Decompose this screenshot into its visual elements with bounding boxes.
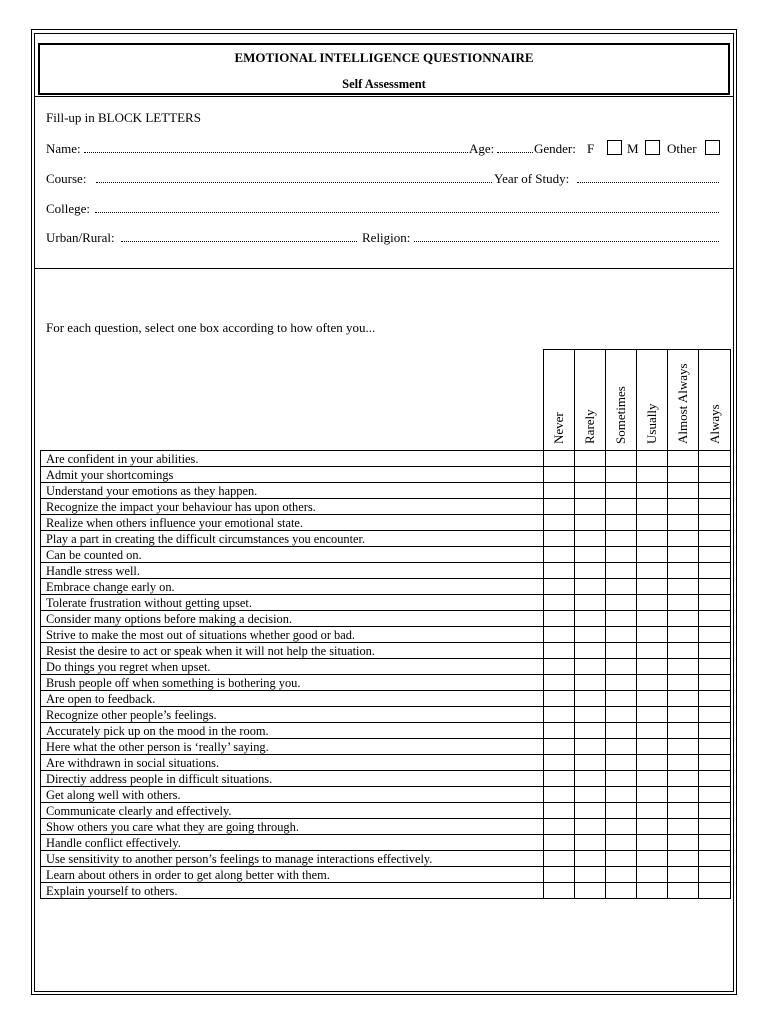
answer-box-usually[interactable] xyxy=(637,851,668,867)
question-text: Consider many options before making a decision. xyxy=(41,611,544,627)
answer-box-rarely[interactable] xyxy=(575,819,606,835)
question-row xyxy=(41,723,731,739)
question-row xyxy=(41,675,731,691)
answer-box-almost-always[interactable] xyxy=(668,675,699,691)
question-text: Brush people off when something is bothering you. xyxy=(41,675,544,691)
answer-box-never[interactable] xyxy=(544,643,575,659)
year-of-study-label: Year of Study: xyxy=(494,171,570,186)
question-row xyxy=(41,803,731,819)
answer-box-rarely[interactable] xyxy=(575,755,606,771)
answer-box-rarely[interactable] xyxy=(575,499,606,515)
question-row xyxy=(41,627,731,643)
answer-box-never[interactable] xyxy=(544,483,575,499)
answer-box-never[interactable] xyxy=(544,579,575,595)
answer-box-never[interactable] xyxy=(544,755,575,771)
answer-box-always[interactable] xyxy=(699,547,731,563)
answer-box-never[interactable] xyxy=(544,851,575,867)
answer-box-rarely[interactable] xyxy=(575,691,606,707)
section-divider-form xyxy=(35,268,733,269)
answer-box-almost-always[interactable] xyxy=(668,499,699,515)
scale-header-always xyxy=(699,350,731,451)
answer-box-almost-always[interactable] xyxy=(668,659,699,675)
answer-box-almost-always[interactable] xyxy=(668,771,699,787)
name-field[interactable] xyxy=(84,152,468,153)
answer-box-usually[interactable] xyxy=(637,563,668,579)
answer-box-always[interactable] xyxy=(699,563,731,579)
answer-box-almost-always[interactable] xyxy=(668,563,699,579)
answer-box-sometimes[interactable] xyxy=(606,451,637,467)
form-instruction: Fill-up in BLOCK LETTERS xyxy=(46,110,201,125)
page-title: EMOTIONAL INTELLIGENCE QUESTIONNAIRE xyxy=(234,50,534,65)
answer-box-sometimes[interactable] xyxy=(606,755,637,771)
scale-header-sometimes xyxy=(606,350,637,451)
answer-box-always[interactable] xyxy=(699,867,731,883)
question-row xyxy=(41,515,731,531)
answer-box-almost-always[interactable] xyxy=(668,467,699,483)
answer-box-sometimes[interactable] xyxy=(606,547,637,563)
year-of-study-field[interactable] xyxy=(577,182,719,183)
question-row xyxy=(41,563,731,579)
answer-box-sometimes[interactable] xyxy=(606,787,637,803)
answer-box-rarely[interactable] xyxy=(575,659,606,675)
answer-box-almost-always[interactable] xyxy=(668,547,699,563)
answer-box-rarely[interactable] xyxy=(575,611,606,627)
gender-option-f-label: F xyxy=(587,141,595,156)
answer-box-almost-always[interactable] xyxy=(668,483,699,499)
answer-box-usually[interactable] xyxy=(637,771,668,787)
answer-box-rarely[interactable] xyxy=(575,643,606,659)
question-row xyxy=(41,867,731,883)
answer-box-usually[interactable] xyxy=(637,755,668,771)
answer-box-almost-always[interactable] xyxy=(668,627,699,643)
answer-box-usually[interactable] xyxy=(637,451,668,467)
question-text: Get along well with others. xyxy=(41,787,544,803)
answer-box-never[interactable] xyxy=(544,803,575,819)
gender-f-checkbox[interactable] xyxy=(607,140,622,155)
answer-box-always[interactable] xyxy=(699,835,731,851)
answer-box-rarely[interactable] xyxy=(575,515,606,531)
question-row xyxy=(41,595,731,611)
answer-box-never[interactable] xyxy=(544,563,575,579)
answer-box-almost-always[interactable] xyxy=(668,835,699,851)
urban-rural-field[interactable] xyxy=(121,241,357,242)
answer-box-rarely[interactable] xyxy=(575,803,606,819)
answer-box-always[interactable] xyxy=(699,579,731,595)
answer-box-never[interactable] xyxy=(544,883,575,899)
gender-label: Gender: xyxy=(534,141,576,156)
question-text: Use sensitivity to another person’s feelings to manage interactions effectively. xyxy=(41,851,544,867)
answer-box-usually[interactable] xyxy=(637,835,668,851)
answer-box-always[interactable] xyxy=(699,787,731,803)
question-text: Are withdrawn in social situations. xyxy=(41,755,544,771)
answer-box-sometimes[interactable] xyxy=(606,467,637,483)
question-text: Embrace change early on. xyxy=(41,579,544,595)
answer-box-usually[interactable] xyxy=(637,723,668,739)
answer-box-almost-always[interactable] xyxy=(668,691,699,707)
answer-box-almost-always[interactable] xyxy=(668,787,699,803)
answer-box-almost-always[interactable] xyxy=(668,819,699,835)
answer-box-always[interactable] xyxy=(699,691,731,707)
answer-box-rarely[interactable] xyxy=(575,579,606,595)
scale-label-never: Never xyxy=(551,412,566,444)
answer-box-almost-always[interactable] xyxy=(668,755,699,771)
answer-box-always[interactable] xyxy=(699,883,731,899)
answer-box-never[interactable] xyxy=(544,499,575,515)
question-row xyxy=(41,819,731,835)
answer-box-sometimes[interactable] xyxy=(606,771,637,787)
answer-box-usually[interactable] xyxy=(637,579,668,595)
answer-box-rarely[interactable] xyxy=(575,787,606,803)
question-text: Communicate clearly and effectively. xyxy=(41,803,544,819)
answer-box-rarely[interactable] xyxy=(575,835,606,851)
question-text: Play a part in creating the difficult circumstances you encounter. xyxy=(41,531,544,547)
gender-option-m-label: M xyxy=(627,141,639,156)
answer-box-rarely[interactable] xyxy=(575,675,606,691)
answer-box-sometimes[interactable] xyxy=(606,643,637,659)
answer-box-usually[interactable] xyxy=(637,883,668,899)
answer-box-sometimes[interactable] xyxy=(606,659,637,675)
answer-box-usually[interactable] xyxy=(637,803,668,819)
answer-box-sometimes[interactable] xyxy=(606,803,637,819)
answer-box-usually[interactable] xyxy=(637,483,668,499)
answer-box-always[interactable] xyxy=(699,803,731,819)
answer-box-sometimes[interactable] xyxy=(606,611,637,627)
question-text: Do things you regret when upset. xyxy=(41,659,544,675)
answer-box-usually[interactable] xyxy=(637,627,668,643)
course-label: Course: xyxy=(46,171,87,186)
scale-label-rarely: Rarely xyxy=(582,409,597,444)
answer-box-almost-always[interactable] xyxy=(668,595,699,611)
answer-box-sometimes[interactable] xyxy=(606,739,637,755)
answer-box-never[interactable] xyxy=(544,595,575,611)
answer-box-rarely[interactable] xyxy=(575,595,606,611)
question-row xyxy=(41,883,731,899)
question-row xyxy=(41,531,731,547)
gender-option-other-label: Other xyxy=(667,141,697,156)
scale-header-almost-always xyxy=(668,350,699,451)
answer-box-sometimes[interactable] xyxy=(606,483,637,499)
answer-box-rarely[interactable] xyxy=(575,531,606,547)
religion-label: Religion: xyxy=(362,230,411,245)
question-row xyxy=(41,499,731,515)
answer-box-always[interactable] xyxy=(699,483,731,499)
religion-field[interactable] xyxy=(414,241,719,242)
answer-box-always[interactable] xyxy=(699,515,731,531)
answer-box-never[interactable] xyxy=(544,531,575,547)
answer-box-rarely[interactable] xyxy=(575,883,606,899)
scale-label-almost-always: Almost Always xyxy=(675,363,690,444)
answer-box-usually[interactable] xyxy=(637,547,668,563)
question-row xyxy=(41,771,731,787)
answer-box-rarely[interactable] xyxy=(575,707,606,723)
question-row xyxy=(41,451,731,467)
answer-box-sometimes[interactable] xyxy=(606,579,637,595)
answer-box-rarely[interactable] xyxy=(575,627,606,643)
question-row xyxy=(41,691,731,707)
answer-box-always[interactable] xyxy=(699,627,731,643)
answer-box-almost-always[interactable] xyxy=(668,707,699,723)
answer-box-never[interactable] xyxy=(544,627,575,643)
question-row xyxy=(41,739,731,755)
answer-box-sometimes[interactable] xyxy=(606,563,637,579)
answer-box-almost-always[interactable] xyxy=(668,723,699,739)
answer-box-sometimes[interactable] xyxy=(606,851,637,867)
answer-box-never[interactable] xyxy=(544,547,575,563)
scale-label-always: Always xyxy=(706,404,722,444)
scale-header-usually xyxy=(637,350,668,451)
answer-box-sometimes[interactable] xyxy=(606,723,637,739)
answer-box-never[interactable] xyxy=(544,707,575,723)
answer-box-rarely[interactable] xyxy=(575,867,606,883)
answer-box-always[interactable] xyxy=(699,819,731,835)
answer-box-never[interactable] xyxy=(544,771,575,787)
question-text: Show others you care what they are going through. xyxy=(41,819,544,835)
question-text: Understand your emotions as they happen. xyxy=(41,483,544,499)
answer-box-sometimes[interactable] xyxy=(606,867,637,883)
scale-label-usually: Usually xyxy=(644,403,659,444)
answer-box-never[interactable] xyxy=(544,867,575,883)
question-row xyxy=(41,787,731,803)
question-row xyxy=(41,755,731,771)
answer-box-never[interactable] xyxy=(544,819,575,835)
answer-box-usually[interactable] xyxy=(637,643,668,659)
answer-box-usually[interactable] xyxy=(637,867,668,883)
answer-box-almost-always[interactable] xyxy=(668,883,699,899)
answer-box-almost-always[interactable] xyxy=(668,579,699,595)
answer-box-always[interactable] xyxy=(699,595,731,611)
answer-box-usually[interactable] xyxy=(637,611,668,627)
question-row xyxy=(41,467,731,483)
urban-rural-label: Urban/Rural: xyxy=(46,230,115,245)
answer-box-never[interactable] xyxy=(544,787,575,803)
answer-box-almost-always[interactable] xyxy=(668,803,699,819)
college-label: College: xyxy=(46,201,91,216)
answer-box-always[interactable] xyxy=(699,531,731,547)
question-row xyxy=(41,707,731,723)
question-row xyxy=(41,835,731,851)
answer-box-always[interactable] xyxy=(699,771,731,787)
scale-label-sometimes: Sometimes xyxy=(613,386,628,444)
answer-box-never[interactable] xyxy=(544,467,575,483)
answer-box-sometimes[interactable] xyxy=(606,883,637,899)
answer-box-never[interactable] xyxy=(544,611,575,627)
answer-box-always[interactable] xyxy=(699,643,731,659)
answer-box-never[interactable] xyxy=(544,515,575,531)
gender-other-checkbox[interactable] xyxy=(705,140,720,155)
questionnaire-table xyxy=(40,349,731,899)
answer-box-usually[interactable] xyxy=(637,467,668,483)
answer-box-sometimes[interactable] xyxy=(606,515,637,531)
answer-box-sometimes[interactable] xyxy=(606,595,637,611)
question-text: Directiy address people in difficult situations. xyxy=(41,771,544,787)
answer-box-sometimes[interactable] xyxy=(606,627,637,643)
question-text: Handle conflict effectively. xyxy=(41,835,544,851)
answer-box-rarely[interactable] xyxy=(575,771,606,787)
question-row xyxy=(41,547,731,563)
answer-box-rarely[interactable] xyxy=(575,851,606,867)
page-subtitle: Self Assessment xyxy=(342,77,426,91)
scale-header-never xyxy=(544,350,575,451)
question-text: Here what the other person is ‘really’ saying. xyxy=(41,739,544,755)
answer-box-almost-always[interactable] xyxy=(668,867,699,883)
answer-box-never[interactable] xyxy=(544,675,575,691)
answer-box-usually[interactable] xyxy=(637,691,668,707)
answer-box-always[interactable] xyxy=(699,451,731,467)
question-row xyxy=(41,579,731,595)
answer-box-always[interactable] xyxy=(699,467,731,483)
question-text: Can be counted on. xyxy=(41,547,544,563)
question-text: Realize when others influence your emotional state. xyxy=(41,515,544,531)
question-row xyxy=(41,659,731,675)
question-text: Recognize other people’s feelings. xyxy=(41,707,544,723)
question-text: Admit your shortcomings xyxy=(41,467,544,483)
answer-box-always[interactable] xyxy=(699,499,731,515)
answer-box-usually[interactable] xyxy=(637,531,668,547)
answer-box-almost-always[interactable] xyxy=(668,531,699,547)
question-row xyxy=(41,851,731,867)
answer-box-rarely[interactable] xyxy=(575,483,606,499)
question-text: Learn about others in order to get along better with them. xyxy=(41,867,544,883)
question-text: Resist the desire to act or speak when it will not help the situation. xyxy=(41,643,544,659)
questionnaire-instruction: For each question, select one box according to how often you... xyxy=(46,320,376,335)
age-label: Age: xyxy=(469,141,495,156)
answer-box-sometimes[interactable] xyxy=(606,531,637,547)
answer-box-usually[interactable] xyxy=(637,499,668,515)
scale-header-row xyxy=(41,350,731,451)
age-field[interactable] xyxy=(497,152,533,153)
answer-box-sometimes[interactable] xyxy=(606,675,637,691)
answer-box-usually[interactable] xyxy=(637,595,668,611)
answer-box-sometimes[interactable] xyxy=(606,499,637,515)
answer-box-always[interactable] xyxy=(699,851,731,867)
question-text: Tolerate frustration without getting upset. xyxy=(41,595,544,611)
answer-box-almost-always[interactable] xyxy=(668,643,699,659)
course-field[interactable] xyxy=(96,182,492,183)
answer-box-always[interactable] xyxy=(699,755,731,771)
title-box xyxy=(38,43,730,95)
question-text: Recognize the impact your behaviour has upon others. xyxy=(41,499,544,515)
answer-box-sometimes[interactable] xyxy=(606,835,637,851)
answer-box-always[interactable] xyxy=(699,723,731,739)
answer-box-usually[interactable] xyxy=(637,659,668,675)
answer-box-sometimes[interactable] xyxy=(606,707,637,723)
question-row xyxy=(41,483,731,499)
answer-box-always[interactable] xyxy=(699,739,731,755)
answer-box-rarely[interactable] xyxy=(575,547,606,563)
question-text: Are confident in your abilities. xyxy=(41,451,544,467)
answer-box-almost-always[interactable] xyxy=(668,515,699,531)
answer-box-usually[interactable] xyxy=(637,819,668,835)
scale-header-rarely xyxy=(575,350,606,451)
answer-box-almost-always[interactable] xyxy=(668,851,699,867)
answer-box-always[interactable] xyxy=(699,675,731,691)
question-text: Handle stress well. xyxy=(41,563,544,579)
answer-box-almost-always[interactable] xyxy=(668,611,699,627)
answer-box-never[interactable] xyxy=(544,739,575,755)
question-text: Explain yourself to others. xyxy=(41,883,544,899)
question-row xyxy=(41,643,731,659)
answer-box-rarely[interactable] xyxy=(575,739,606,755)
answer-box-always[interactable] xyxy=(699,611,731,627)
answer-box-rarely[interactable] xyxy=(575,451,606,467)
answer-box-usually[interactable] xyxy=(637,787,668,803)
answer-box-usually[interactable] xyxy=(637,707,668,723)
answer-box-never[interactable] xyxy=(544,835,575,851)
answer-box-usually[interactable] xyxy=(637,739,668,755)
answer-box-rarely[interactable] xyxy=(575,563,606,579)
answer-box-almost-always[interactable] xyxy=(668,451,699,467)
answer-box-never[interactable] xyxy=(544,451,575,467)
college-field[interactable] xyxy=(95,212,719,213)
section-divider-top xyxy=(35,96,733,97)
answer-box-almost-always[interactable] xyxy=(668,739,699,755)
question-row xyxy=(41,611,731,627)
answer-box-rarely[interactable] xyxy=(575,467,606,483)
answer-box-always[interactable] xyxy=(699,707,731,723)
question-text: Are open to feedback. xyxy=(41,691,544,707)
name-label: Name: xyxy=(46,141,81,156)
question-text: Accurately pick up on the mood in the room. xyxy=(41,723,544,739)
gender-m-checkbox[interactable] xyxy=(645,140,660,155)
answer-box-never[interactable] xyxy=(544,723,575,739)
answer-box-always[interactable] xyxy=(699,659,731,675)
answer-box-usually[interactable] xyxy=(637,675,668,691)
answer-box-never[interactable] xyxy=(544,659,575,675)
answer-box-never[interactable] xyxy=(544,691,575,707)
header-blank-cell xyxy=(41,350,544,451)
question-text: Strive to make the most out of situations whether good or bad. xyxy=(41,627,544,643)
answer-box-sometimes[interactable] xyxy=(606,819,637,835)
answer-box-sometimes[interactable] xyxy=(606,691,637,707)
answer-box-usually[interactable] xyxy=(637,515,668,531)
answer-box-rarely[interactable] xyxy=(575,723,606,739)
